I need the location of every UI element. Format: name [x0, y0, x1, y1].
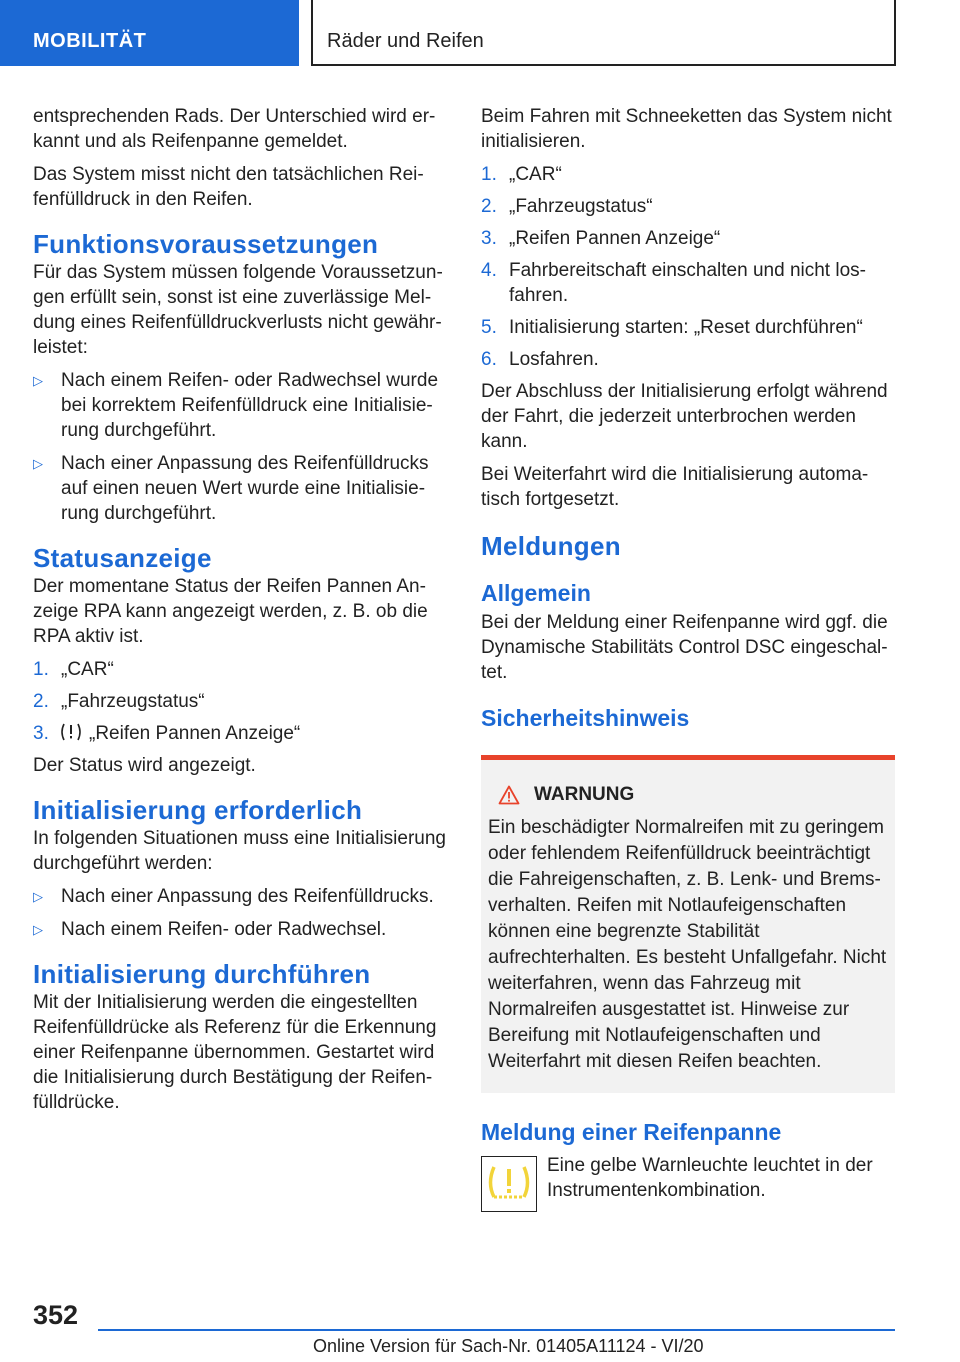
list-item: ▷ Nach einem Reifen- oder Radwechsel.: [33, 919, 387, 940]
paragraph: Mit der Initialisierung werden die eingestellten Reifenfülldrücke als Referenz für die Erkennung einer Reifenpanne übernommen. Gestartet wird die Initialisierung durch Bestätigung der Reifenfülldrücke.: [33, 992, 437, 1113]
list-item: 6. Losfahren.: [481, 349, 599, 370]
warning-text: Ein beschädigter Normalreifen mit zu geringem oder fehlendem Reifenfülldruck beeinträchtigt die Fahreigenschaften, z. B. Lenk- und Bremsverhalten. Reifen mit Notlaufeigenschaften können eine begrenzte Stabilität aufrechterhalten. Es besteht Unfallgefahr. Nicht weiterfahren, wenn das Fahrzeug mit Normalreifen ausgestattet ist. Hinweise zur Bereifung mit Notlaufeigenschaften und Weiterfahrt mit diesen Reifen beachten.: [488, 817, 887, 1072]
triangle-bullet-icon: ▷: [33, 373, 43, 388]
paragraph: Bei Weiterfahrt wird die Initialisierung automatisch fortgesetzt.: [481, 464, 869, 510]
heading-initialisierung-erforderlich: Initialisierung erforderlich: [33, 795, 363, 825]
paragraph: Eine gelbe Warnleuchte leuchtet in der Instrumentenkombination.: [547, 1155, 873, 1201]
footer-divider: [98, 1329, 895, 1331]
right-column: [481, 104, 895, 1212]
chapter-title: Räder und Reifen: [311, 0, 896, 66]
footer-text: Online Version für Sach-Nr. 01405A11124 - VI/20: [313, 1336, 704, 1356]
warning-triangle-icon: [498, 785, 520, 805]
heading-initialisierung-durchfuehren: Initialisierung durchführen: [33, 959, 371, 989]
paragraph: In folgenden Situationen muss eine Initialisierung durchgeführt werden:: [33, 828, 446, 874]
list-item: 2. „Fahrzeugstatus“: [33, 691, 205, 712]
triangle-bullet-icon: ▷: [33, 456, 43, 471]
paragraph: Für das System müssen folgende Voraussetzungen erfüllt sein, sonst ist eine zuverlässige Meldung eines Reifenfülldruckverlusts nicht gewährleistet:: [33, 262, 443, 358]
heading-meldungen: Meldungen: [481, 531, 621, 561]
warning-title: WARNUNG: [488, 782, 887, 807]
list-item: 5. Initialisierung starten: „Reset durchführen“: [481, 317, 863, 338]
step-list: [481, 162, 895, 372]
list-item: 3. „Reifen Pannen Anzeige“: [481, 228, 721, 249]
left-column: [33, 104, 447, 1123]
triangle-bullet-icon: ▷: [33, 889, 43, 904]
step-list: [33, 657, 447, 746]
tire-warning-lamp-icon: [481, 1156, 537, 1212]
paragraph: entsprechenden Rads. Der Unterschied wird erkannt und als Reifenpanne gemeldet.: [33, 106, 436, 152]
list-item: 4. Fahrbereitschaft einschalten und nicht losfahren.: [481, 260, 866, 306]
list-item: 1. „CAR“: [33, 659, 114, 680]
warning-box: [481, 755, 895, 1093]
list-item: ▷ Nach einem Reifen- oder Radwechsel wurde bei korrektem Reifenfülldruck eine Initialisierung durchgeführt.: [33, 370, 439, 441]
paragraph: Beim Fahren mit Schneeketten das System nicht initialisieren.: [481, 106, 892, 152]
paragraph: Der momentane Status der Reifen Pannen Anzeige RPA kann angezeigt werden, z. B. ob die RPA aktiv ist.: [33, 576, 428, 647]
heading-statusanzeige: Statusanzeige: [33, 543, 212, 573]
heading-funktionsvoraussetzungen: Funktionsvoraussetzungen: [33, 229, 379, 259]
list-item: 3. „Reifen Pannen Anzeige“: [33, 723, 301, 744]
paragraph: Das System misst nicht den tatsächlichen Reifenfülldruck in den Reifen.: [33, 164, 424, 210]
heading-meldung-reifenpanne: Meldung einer Reifenpanne: [481, 1119, 782, 1145]
triangle-bullet-icon: ▷: [33, 922, 43, 937]
paragraph: Bei der Meldung einer Reifenpanne wird ggf. die Dynamische Stabilitäts Control DSC eingeschaltet.: [481, 612, 888, 683]
tire-warning-icon: [59, 721, 83, 743]
paragraph: Der Abschluss der Initialisierung erfolgt während der Fahrt, die jederzeit unterbrochen werden kann.: [481, 381, 888, 452]
list-item: 1. „CAR“: [481, 164, 562, 185]
section-tab[interactable]: MOBILITÄT: [0, 0, 299, 66]
heading-allgemein: Allgemein: [481, 580, 591, 606]
bullet-list: [33, 368, 447, 526]
list-item: ▷ Nach einer Anpassung des Reifenfülldrucks auf einen neuen Wert wurde eine Initialisierung durchgeführt.: [33, 453, 429, 524]
bullet-list: [33, 884, 447, 942]
page-header: [0, 0, 960, 66]
message-row: [481, 1153, 895, 1212]
page-number: 352: [33, 1300, 79, 1330]
list-item: 2. „Fahrzeugstatus“: [481, 196, 653, 217]
list-item: ▷ Nach einer Anpassung des Reifenfülldrucks.: [33, 886, 434, 907]
heading-sicherheitshinweis: Sicherheitshinweis: [481, 705, 690, 731]
paragraph: Der Status wird angezeigt.: [33, 755, 256, 776]
